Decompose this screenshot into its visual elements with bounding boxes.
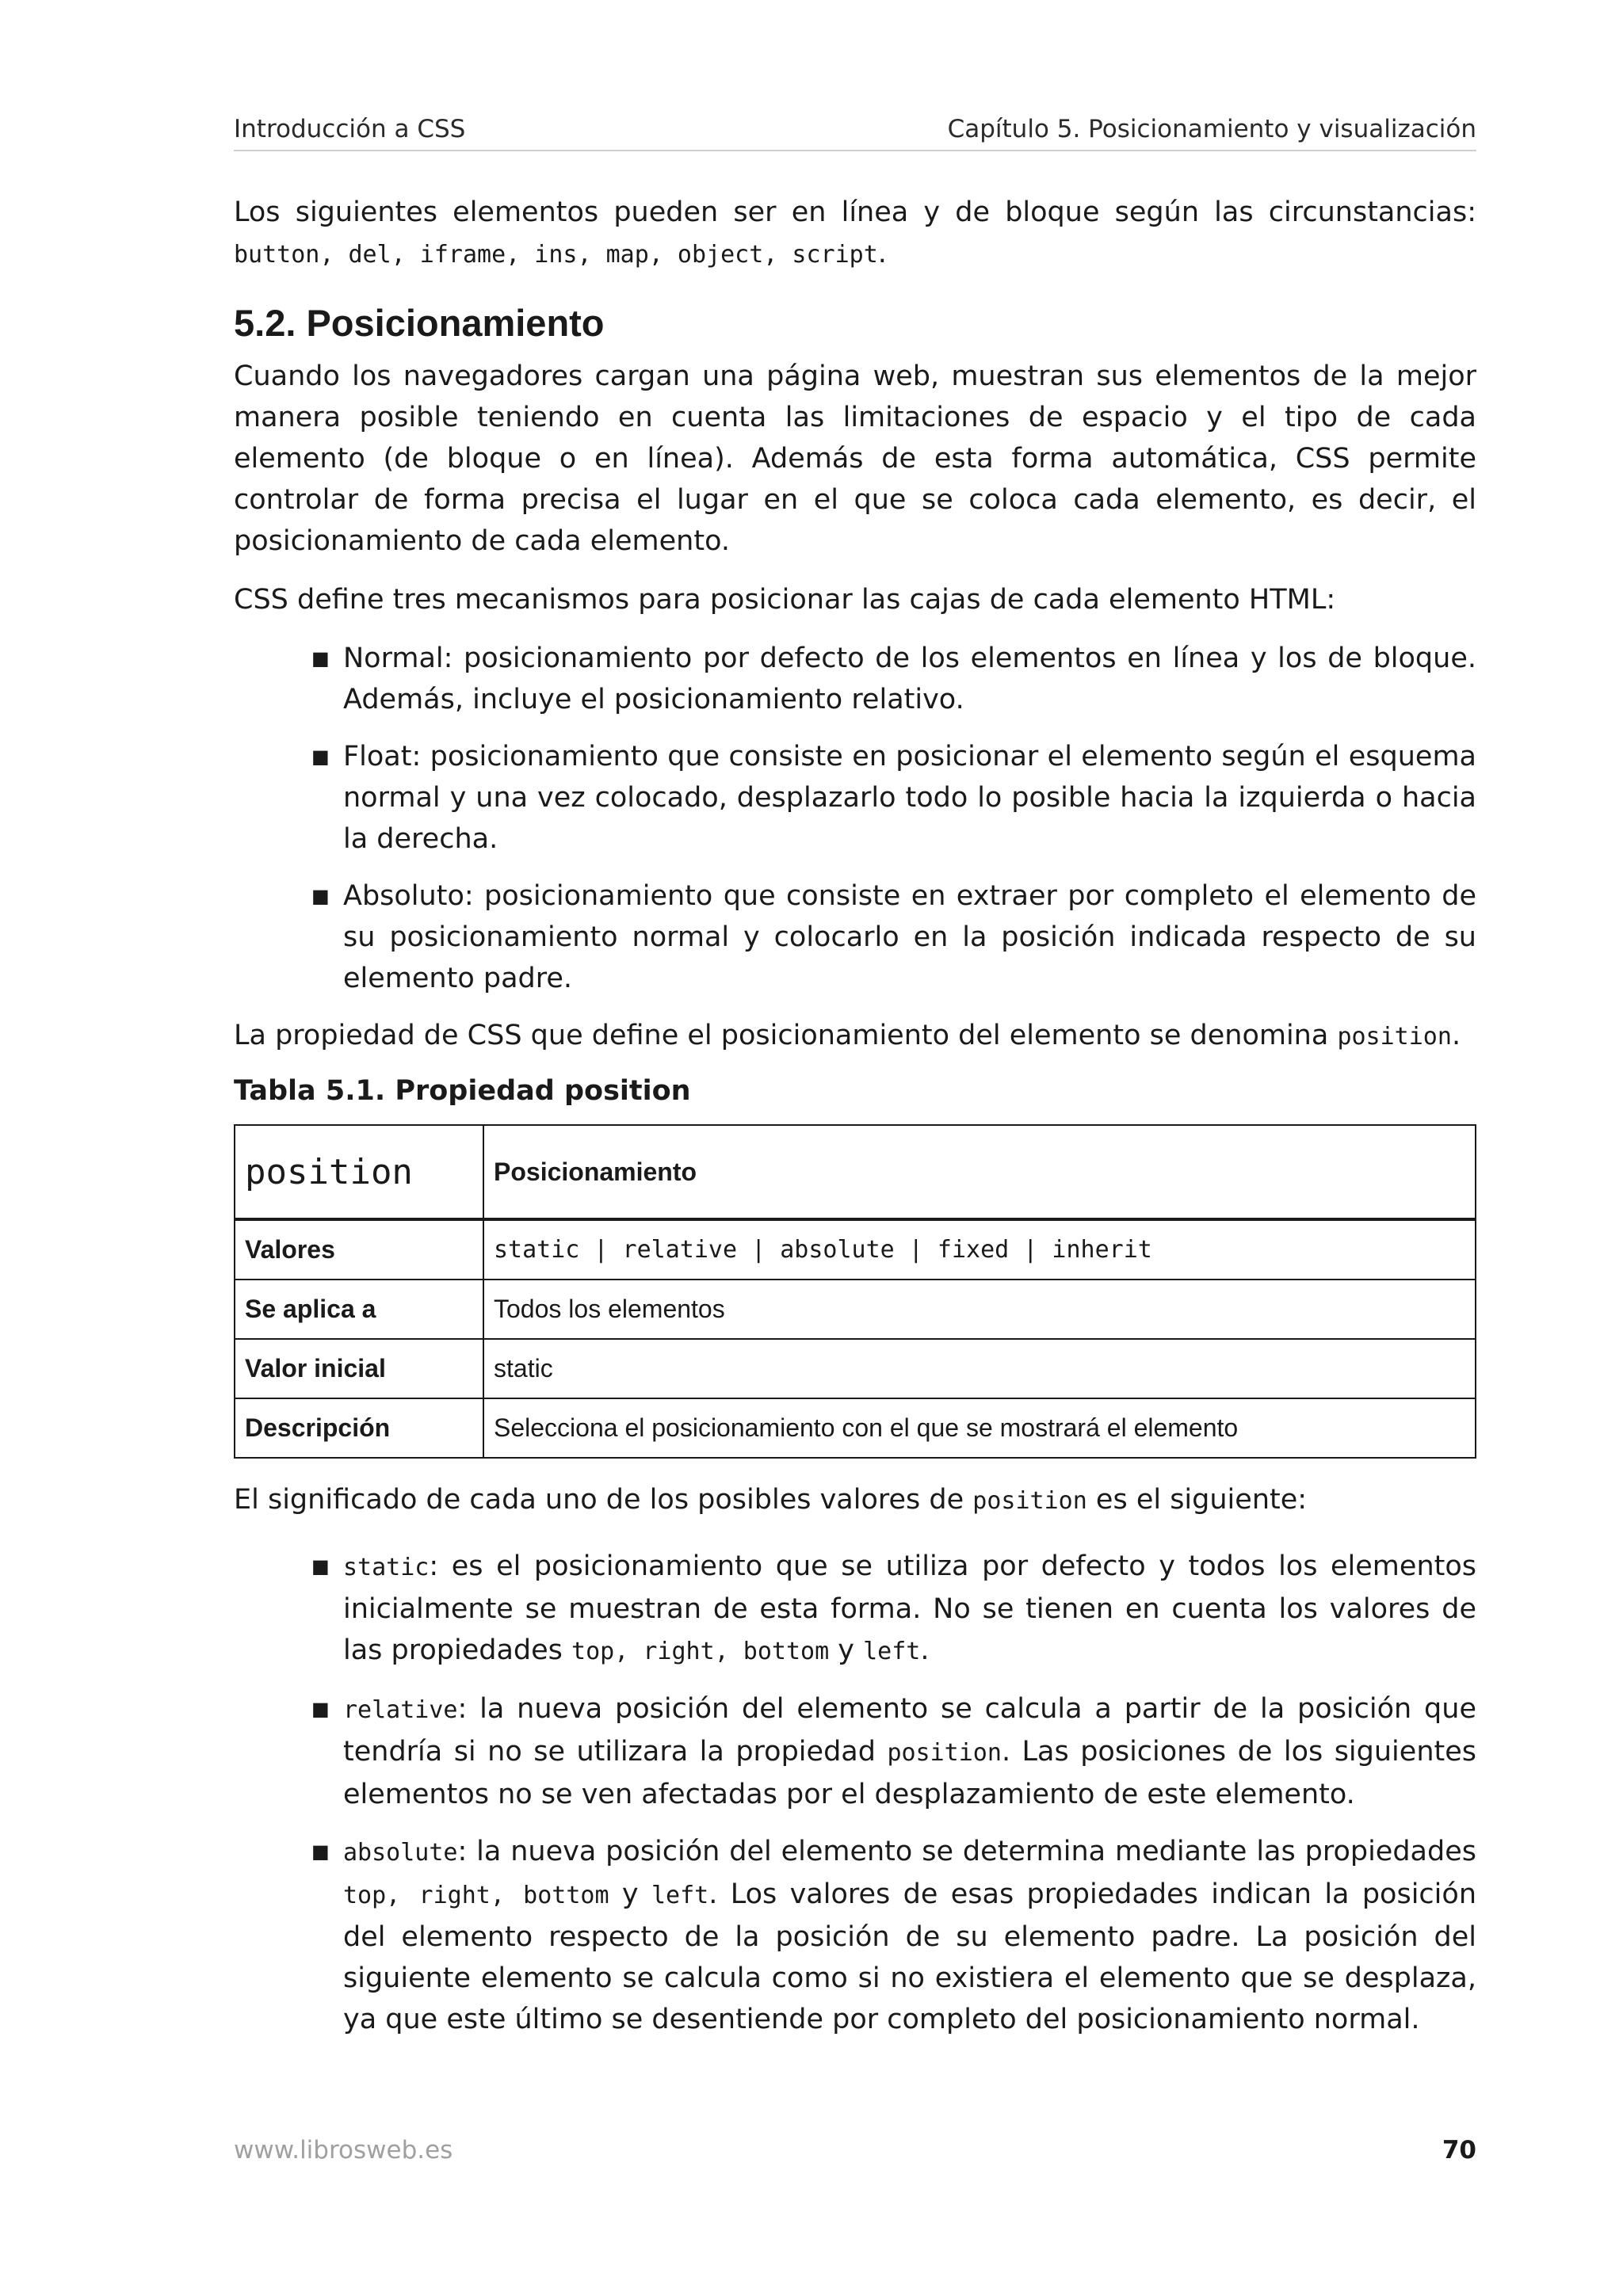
- header-book-title: Introducción a CSS: [234, 115, 466, 143]
- property-name: position: [235, 1125, 483, 1219]
- value-text: : es el posicionamiento que se utiliza por defecto y todos los elementos inicialmente se muestran de esta forma. No se tienen en cuenta los valores de las propiedades: [343, 1550, 1476, 1666]
- footer-url[interactable]: www.librosweb.es: [234, 2136, 453, 2164]
- bullet-icon: ■: [311, 1555, 330, 1577]
- bullet-icon: ■: [311, 647, 330, 669]
- intro-text: Los siguientes elementos pueden ser en línea y de bloque según las circunstancias:: [234, 196, 1476, 228]
- value-code: relative: [343, 1696, 458, 1724]
- value-code-inline: position: [887, 1739, 1002, 1767]
- list-item-text: Absoluto: posicionamiento que consiste en extraer por completo el elemento de su posicionamiento normal y colocarlo en la posición indicada respecto de su elemento padre.: [343, 880, 1476, 994]
- list-item: [234, 1546, 1476, 1672]
- bullet-icon: ■: [311, 1840, 330, 1863]
- paragraph-3: [234, 1015, 1476, 1058]
- property-table: [234, 1124, 1476, 1459]
- value-code-inline: left: [651, 1882, 709, 1909]
- value-code: absolute: [343, 1839, 458, 1867]
- value-code-inline: top, right, bottom: [343, 1882, 609, 1909]
- meaning-paragraph: [234, 1479, 1476, 1522]
- list-item: [234, 1831, 1476, 2040]
- mechanisms-list: [234, 638, 1476, 999]
- list-item: [234, 875, 1476, 999]
- intro-code: button, del, iframe, ins, map, object, script: [234, 241, 878, 269]
- value-text-end: . Los valores de esas propiedades indican la posición del elemento respecto de la posición de su elemento padre. La posición del siguiente elemento se calcula como si no existiera el elemento que se desplaza, ya que este último se desentiende por completo del posicionamiento normal.: [343, 1878, 1476, 2035]
- intro-end: .: [877, 238, 887, 269]
- value-text-end: .: [920, 1634, 930, 1666]
- bullet-icon: ■: [311, 885, 330, 907]
- value-text: : la nueva posición del elemento se calcula a partir de la posición que tendría si no se utilizara la propiedad: [343, 1693, 1476, 1768]
- page-content: [234, 192, 1476, 2056]
- bullet-icon: ■: [311, 1698, 330, 1720]
- list-item: [234, 736, 1476, 860]
- paragraph-2: CSS define tres mecanismos para posicionar las cajas de cada elemento HTML:: [234, 584, 1336, 616]
- list-item: [234, 638, 1476, 720]
- meaning-text: El significado de cada uno de los posibles valores de: [234, 1484, 973, 1516]
- page-number: 70: [1442, 2136, 1476, 2164]
- row-label: Se aplica a: [235, 1280, 483, 1339]
- row-label: Valores: [235, 1219, 483, 1280]
- page-header: [234, 115, 1476, 151]
- value-text: : la nueva posición del elemento se determina mediante las propiedades: [457, 1836, 1476, 1867]
- bullet-icon: ■: [311, 746, 330, 768]
- row-label: Valor inicial: [235, 1339, 483, 1398]
- meaning-code: position: [972, 1487, 1087, 1515]
- table-row: [235, 1398, 1476, 1458]
- table-caption: Tabla 5.1. Propiedad position: [234, 1075, 691, 1107]
- table-row: [235, 1219, 1476, 1280]
- value-text-mid: y: [609, 1878, 651, 1910]
- paragraph-1: Cuando los navegadores cargan una página web, muestran sus elementos de la mejor manera posible teniendo en cuenta las limitaciones de espacio y el tipo de cada elemento (de bloque o en línea). Además de esta forma automática, CSS permite controlar de forma precisa el lugar en el que se coloca cada elemento, es decir, el posicionamiento de cada elemento.: [234, 360, 1476, 557]
- table-row: [235, 1339, 1476, 1398]
- list-item-text: Float: posicionamiento que consiste en posicionar el elemento según el esquema normal y una vez colocado, desplazarlo todo lo posible hacia la izquierda o hacia la derecha.: [343, 741, 1476, 855]
- meaning-end: es el siguiente:: [1086, 1484, 1308, 1516]
- value-code: static: [343, 1554, 430, 1581]
- value-code-inline: left: [863, 1638, 921, 1665]
- p3-end: .: [1451, 1020, 1461, 1051]
- row-value: Selecciona el posicionamiento con el que se mostrará el elemento: [483, 1398, 1476, 1458]
- p3-text: La propiedad de CSS que define el posicionamiento del elemento se denomina: [234, 1020, 1338, 1051]
- page-footer: [234, 2136, 1476, 2164]
- list-item-text: Normal: posicionamiento por defecto de los elementos en línea y los de bloque. Además, incluye el posicionamiento relativo.: [343, 643, 1476, 715]
- row-value: Todos los elementos: [483, 1280, 1476, 1339]
- table-header-row: [235, 1125, 1476, 1219]
- values-list: [234, 1546, 1476, 2040]
- p3-code: position: [1337, 1023, 1452, 1051]
- intro-paragraph: [234, 192, 1476, 276]
- list-item: [234, 1688, 1476, 1815]
- value-text-mid: y: [829, 1634, 864, 1666]
- section-title: 5.2. Posicionamiento: [234, 302, 605, 344]
- property-title: Posicionamiento: [483, 1125, 1476, 1219]
- row-value: static: [483, 1339, 1476, 1398]
- header-chapter-title: Capítulo 5. Posicionamiento y visualización: [947, 115, 1476, 143]
- value-code-inline: top, right, bottom: [571, 1638, 830, 1665]
- row-label: Descripción: [235, 1398, 483, 1458]
- row-value: static | relative | absolute | fixed | inherit: [483, 1219, 1476, 1280]
- value-text-end: . Las posiciones de los siguientes elementos no se ven afectadas por el desplazamiento de este elemento.: [343, 1736, 1476, 1810]
- table-row: [235, 1280, 1476, 1339]
